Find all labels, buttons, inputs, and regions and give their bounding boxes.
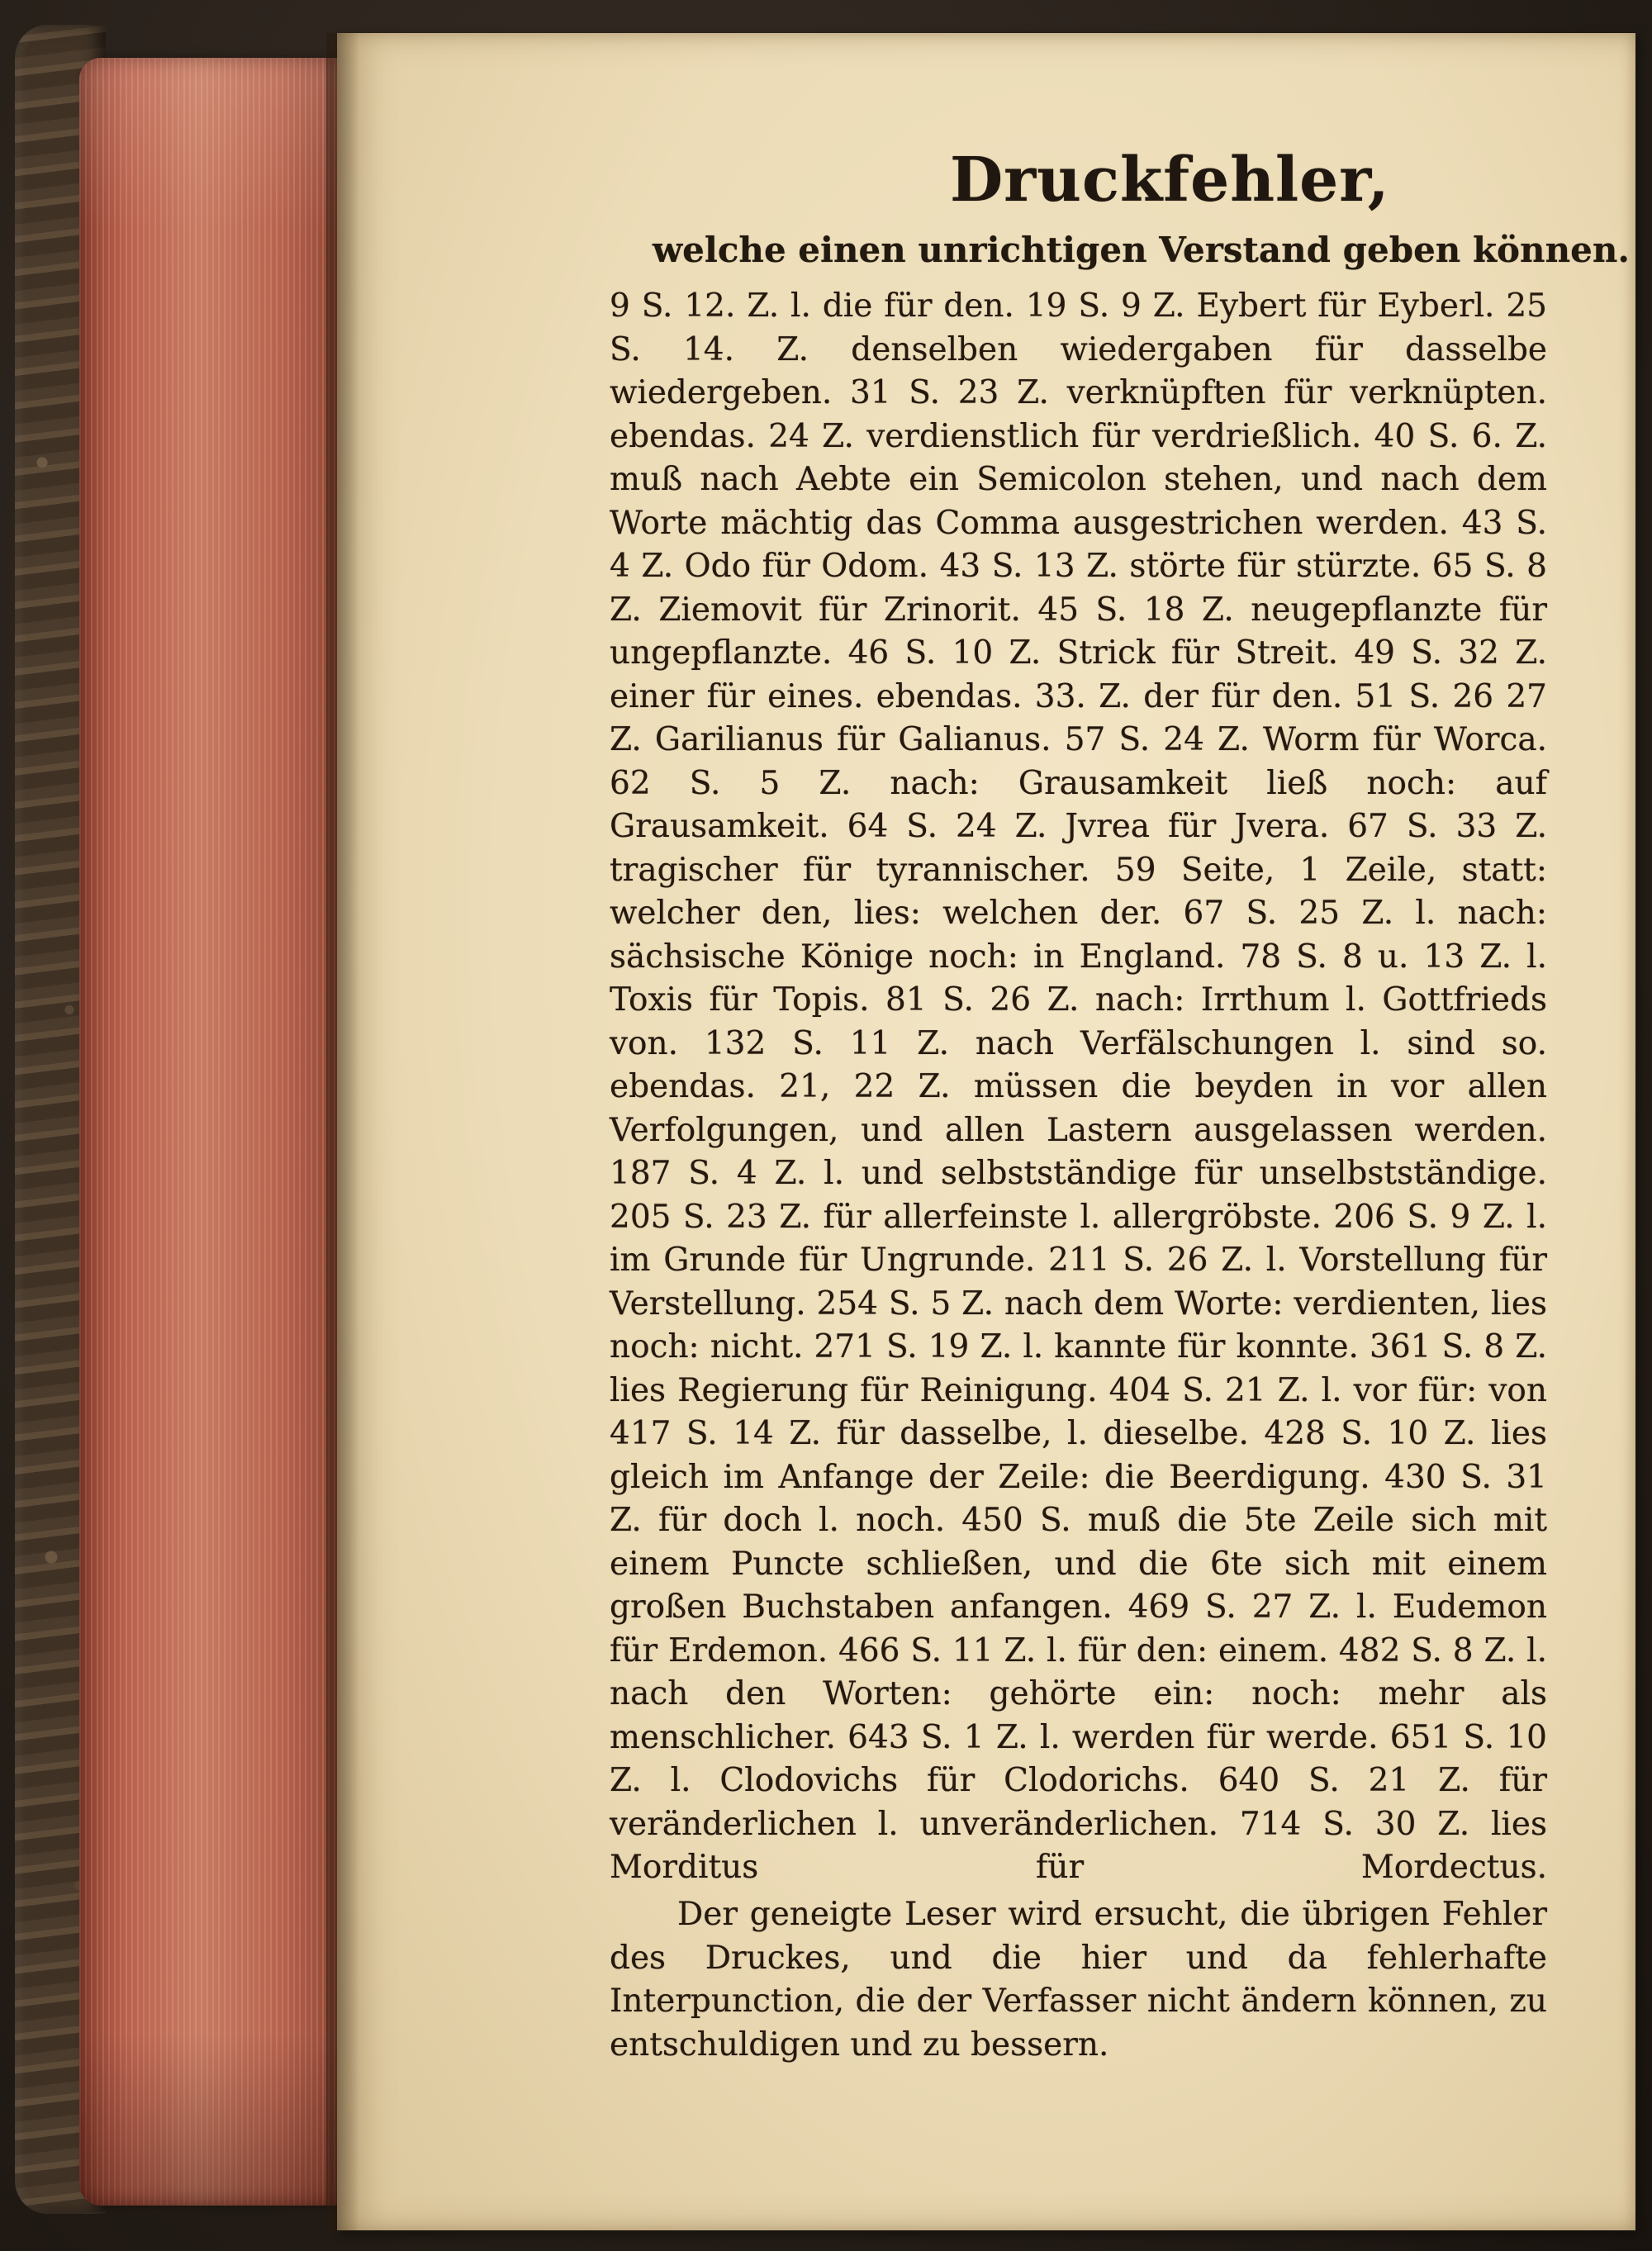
page-edges	[79, 58, 344, 2206]
page-subtitle: welche einen unrichtigen Verstand geben können.	[653, 230, 1631, 270]
errata-list: 9 S. 12. Z. l. die für den. 19 S. 9 Z. Eybert für Eyberl. 25 S. 14. Z. denselben wiedergaben für dasselbe wiedergeben. 31 S. 23 Z. verknüpften für verknüpten. ebendas. 24 Z. verdienstlich für verdrießlich. 40 S. 6. Z. muß nach Aebte ein Semicolon stehen, und nach dem Worte mächtig das Comma ausgestrichen werden. 43 S. 4 Z. Odo für Odom. 43 S. 13 Z. störte für stürzte. 65 S. 8 Z. Ziemovit für Zrinorit. 45 S. 18 Z. neugepflanzte für ungepflanzte. 46 S. 10 Z. Strick für Streit. 49 S. 32 Z. einer für eines. ebendas. 33. Z. der für den. 51 S. 26 27 Z. Garilianus für Galianus. 57 S. 24 Z. Worm für Worca. 62 S. 5 Z. nach: Grausamkeit ließ noch: auf Grausamkeit. 64 S. 24 Z. Jvrea für Jvera. 67 S. 33 Z. tragischer für tyrannischer. 59 Seite, 1 Zeile, statt: welcher den, lies: welchen der. 67 S. 25 Z. l. nach: sächsische Könige noch: in England. 78 S. 8 u. 13 Z. l. Toxis für Topis. 81 S. 26 Z. nach: Irrthum l. Gottfrieds von. 132 S. 11 Z. nach Verfälschungen l. sind so. ebendas. 21, 22 Z. müssen die beyden in vor allen Verfolgungen, und allen Lastern ausgelassen werden. 187 S. 4 Z. l. und selbstständige für unselbstständige. 205 S. 23 Z. für allerfeinste l. allergröbste. 206 S. 9 Z. l. im Grunde für Ungrunde. 211 S. 26 Z. l. Vorstellung für Verstellung. 254 S. 5 Z. nach dem Worte: verdienten, lies noch: nicht. 271 S. 19 Z. l. kannte für konnte. 361 S. 8 Z. lies Regierung für Reinigung. 404 S. 21 Z. l. vor für: von 417 S. 14 Z. für dasselbe, l. dieselbe. 428 S. 10 Z. lies gleich im Anfange der Zeile: die Beerdigung. 430 S. 31 Z. für doch l. noch. 450 S. muß die 5te Zeile sich mit einem Puncte schließen, und die 6te sich mit einem großen Buchstaben anfangen. 469 S. 27 Z. l. Eudemon für Erdemon. 466 S. 11 Z. l. für den: einem. 482 S. 8 Z. l. nach den Worten: gehörte ein: noch: mehr als menschlicher. 643 S. 1 Z. l. werden für werde. 651 S. 10 Z. l. Clodovichs für Clodorichs. 640 S. 21 Z. für veränderlichen l. unveränderlichen. 714 S. 30 Z. lies Morditus für Mordectus.	[610, 287, 1547, 1886]
closing-note: Der geneigte Leser wird ersucht, die übrigen Fehler des Druckes, und die hier und da fehlerhafte Interpunction, die der Verfasser nicht ändern können, zu entschuldigen und zu bessern.	[610, 1896, 1547, 2063]
page-title: Druckfehler,	[950, 145, 1390, 216]
page-gutter-shadow	[326, 33, 359, 2230]
